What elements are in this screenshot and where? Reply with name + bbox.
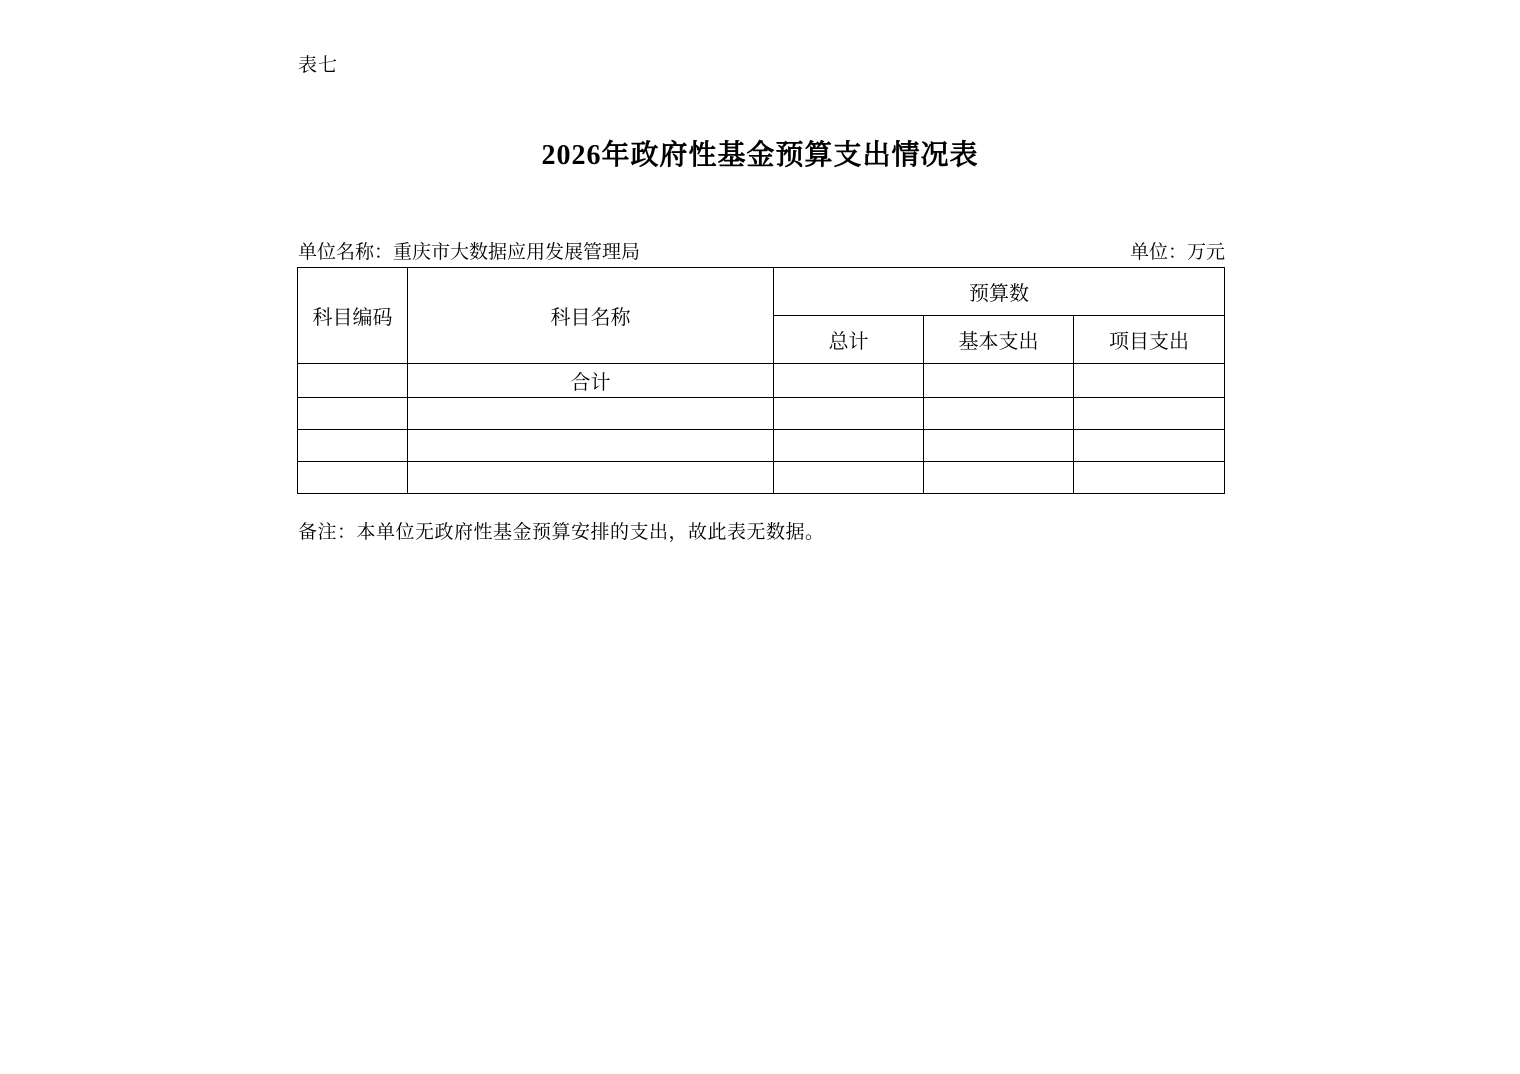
cell-code bbox=[298, 430, 408, 462]
header-cell-code: 科目编码 bbox=[298, 268, 408, 364]
cell-project bbox=[1074, 462, 1225, 494]
budget-expenditure-table bbox=[297, 267, 1225, 494]
table-row bbox=[298, 398, 1225, 430]
header-cell-project-expenditure: 项目支出 bbox=[1074, 316, 1225, 364]
table-note: 备注：本单位无政府性基金预算安排的支出，故此表无数据。 bbox=[298, 522, 825, 543]
cell-name bbox=[408, 398, 774, 430]
header-cell-budget-group: 预算数 bbox=[774, 268, 1225, 316]
cell-basic bbox=[924, 462, 1074, 494]
table-row bbox=[298, 430, 1225, 462]
sheet-label: 表七 bbox=[298, 55, 339, 76]
header-cell-total: 总计 bbox=[774, 316, 924, 364]
header-cell-name: 科目名称 bbox=[408, 268, 774, 364]
cell-code bbox=[298, 398, 408, 430]
cell-total bbox=[774, 462, 924, 494]
cell-name: 合计 bbox=[408, 364, 774, 398]
cell-total bbox=[774, 430, 924, 462]
cell-project bbox=[1074, 430, 1225, 462]
header-cell-basic-expenditure: 基本支出 bbox=[924, 316, 1074, 364]
table-meta-row bbox=[298, 237, 1225, 263]
cell-project bbox=[1074, 398, 1225, 430]
cell-project bbox=[1074, 364, 1225, 398]
cell-code bbox=[298, 364, 408, 398]
table-row bbox=[298, 462, 1225, 494]
cell-total bbox=[774, 364, 924, 398]
cell-total bbox=[774, 398, 924, 430]
unit-name-label: 单位名称：重庆市大数据应用发展管理局 bbox=[298, 242, 641, 263]
cell-code bbox=[298, 462, 408, 494]
table-header-row-group bbox=[298, 268, 1225, 316]
table-row bbox=[298, 364, 1225, 398]
cell-name bbox=[408, 462, 774, 494]
amount-unit-label: 单位：万元 bbox=[1129, 242, 1225, 263]
cell-basic bbox=[924, 364, 1074, 398]
cell-name bbox=[408, 430, 774, 462]
cell-basic bbox=[924, 430, 1074, 462]
page-title: 2026年政府性基金预算支出情况表 bbox=[541, 140, 979, 171]
cell-basic bbox=[924, 398, 1074, 430]
